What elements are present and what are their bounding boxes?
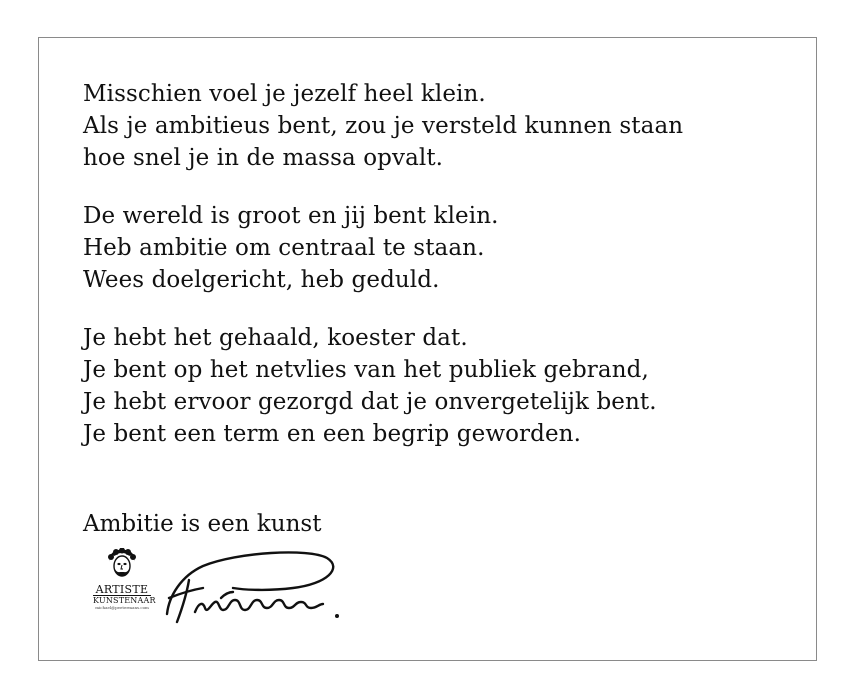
logo-title: ARTISTE [95,583,149,596]
poem-line: Wees doelgericht, heb geduld. [83,267,440,293]
stanza-3 [83,322,783,450]
signature [159,546,349,630]
poem-line: Je hebt het gehaald, koester dat. [83,325,468,351]
poem-line: Je bent een term en een begrip geworden. [83,421,582,447]
poem-line: Als je ambitieus bent, zou je versteld kunnen staan [83,113,684,139]
artist-portrait-icon [105,548,139,582]
poem-line: hoe snel je in de massa opvalt. [83,145,444,171]
poem-line: Misschien voel je jezelf heel klein. [83,81,486,107]
poem-body [83,78,783,476]
logo-subtitle: KUNSTENAAR [93,596,156,605]
stanza-1 [83,78,783,174]
artist-logo [87,548,157,628]
handwritten-signature-icon [159,546,349,626]
poem-line: Je hebt ervoor gezorgd dat je onvergetelijk bent. [83,389,657,415]
poem-line: Je bent op het netvlies van het publiek gebrand, [83,357,649,383]
poem-card [38,37,817,661]
logo-email: michael@peetermans.com [95,605,149,610]
poem-line: De wereld is groot en jij bent klein. [83,203,499,229]
poem-closing-line: Ambitie is een kunst [83,511,322,537]
stanza-2 [83,200,783,296]
poem-line: Heb ambitie om centraal te staan. [83,235,485,261]
